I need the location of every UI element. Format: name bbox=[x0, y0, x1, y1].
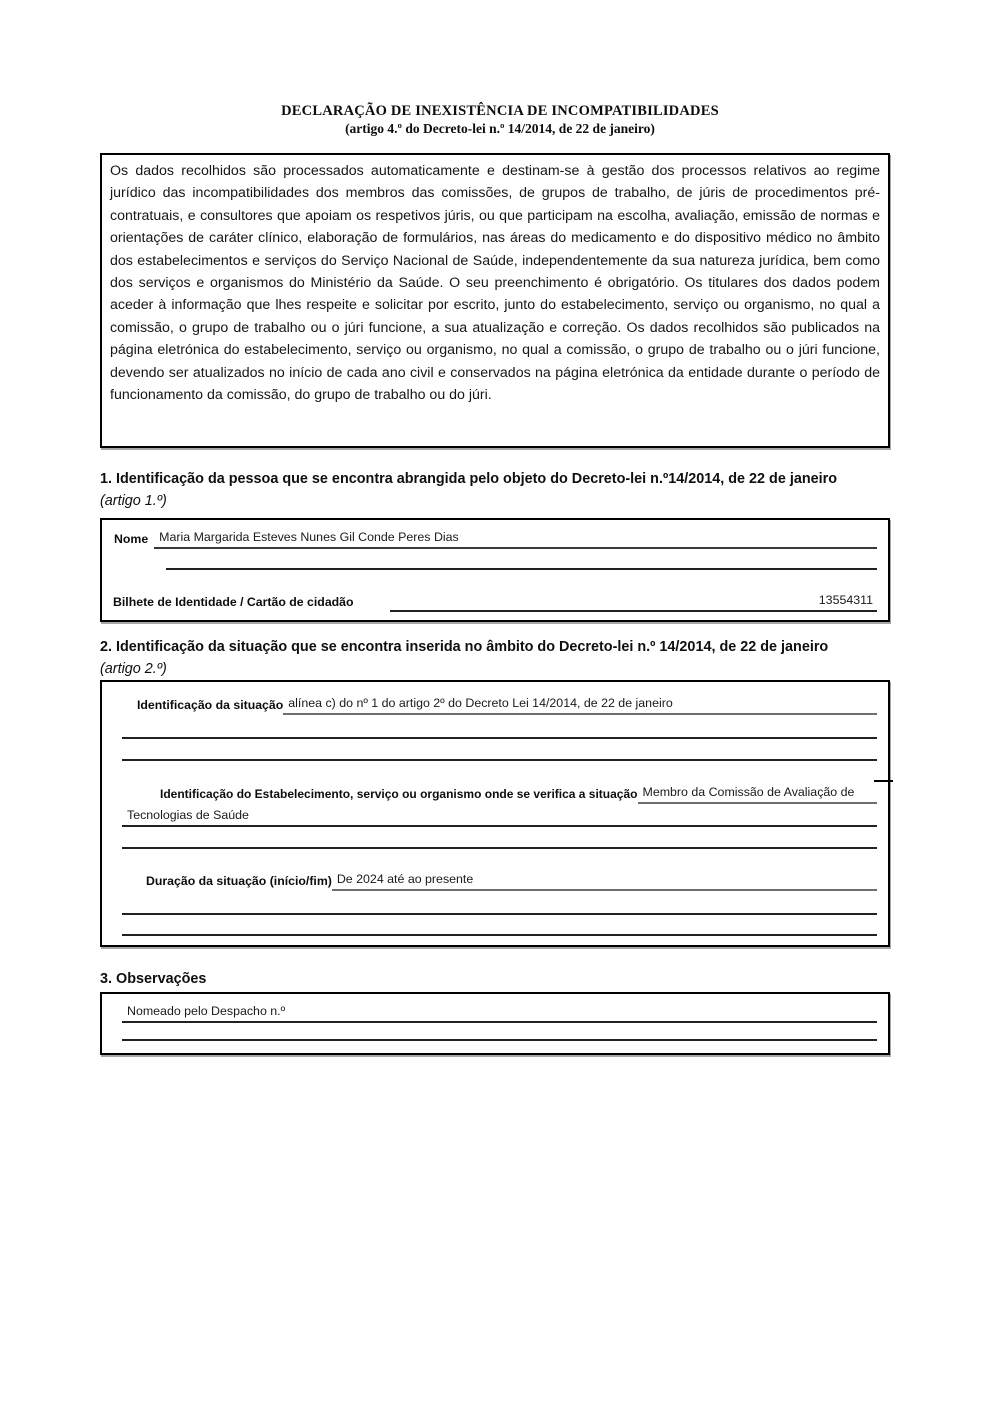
data-processing-notice-box bbox=[100, 153, 890, 448]
empty-fill-line[interactable] bbox=[122, 1039, 877, 1041]
right-border-tick-mark bbox=[874, 780, 893, 782]
nome-label: Nome bbox=[114, 532, 149, 546]
document-subtitle: (artigo 4.º do Decreto-lei n.º 14/2014, de 22 de janeiro) bbox=[345, 121, 655, 136]
observacoes-row bbox=[113, 1002, 877, 1023]
duracao-label: Duração da situação (início/fim) bbox=[146, 874, 332, 888]
empty-fill-line[interactable] bbox=[122, 737, 877, 739]
section-2-subheading: (artigo 2.º) bbox=[100, 661, 167, 677]
document-title: DECLARAÇÃO DE INEXISTÊNCIA DE INCOMPATIBILIDADES bbox=[281, 103, 719, 119]
situacao-row bbox=[113, 694, 877, 715]
situacao-field[interactable]: alínea c) do nº 1 do artigo 2º do Decreto Lei 14/2014, de 22 de janeiro bbox=[283, 694, 877, 715]
nome-row bbox=[113, 528, 877, 549]
empty-fill-line[interactable] bbox=[166, 568, 877, 570]
empty-fill-line[interactable] bbox=[122, 847, 877, 849]
id-row bbox=[113, 591, 877, 612]
estabelecimento-label: Identificação do Estabelecimento, serviço ou organismo onde se verifica a situação bbox=[160, 787, 638, 801]
empty-fill-line[interactable] bbox=[122, 934, 877, 936]
section-2-heading-text: 2. Identificação da situação que se encontra inserida no âmbito do Decreto-lei n.º 14/2014, de 22 de janeiro bbox=[100, 639, 829, 655]
section-1-heading bbox=[100, 468, 900, 512]
document-header bbox=[0, 0, 1000, 138]
section-3-heading bbox=[100, 968, 900, 990]
section-3-heading-text: 3. Observações bbox=[100, 971, 207, 987]
section-1-form-box bbox=[100, 518, 890, 622]
nome-field[interactable]: Maria Margarida Esteves Nunes Gil Conde Peres Dias bbox=[154, 528, 877, 549]
section-2-heading bbox=[100, 636, 900, 680]
section-3-form-box bbox=[100, 992, 890, 1055]
empty-fill-line[interactable] bbox=[122, 913, 877, 915]
id-label: Bilhete de Identidade / Cartão de cidadão bbox=[113, 595, 354, 609]
data-processing-notice-text: Os dados recolhidos são processados automaticamente e destinam-se à gestão dos processos relativos ao regime jurídico das incompatibilidades dos membros das comissões, de grupos de trabalho, de júris de procedimentos pré-contratuais, e consultores que apoiam os respetivos júris, ou que participam na escolha, avaliação, emissão de normas e orientações de caráter clínico, elaboração de formulários, nas áreas do medicamento e do dispositivo médico no âmbito dos estabelecimentos e serviços do Serviço Nacional de Saúde, independentemente da sua natureza jurídica, bem como dos serviços e organismos do Ministério da Saúde. O seu preenchimento é obrigatório. Os titulares dos dados podem aceder à informação que lhes respeite e solicitar por escrito, junto do estabelecimento, serviço ou organismo, no qual a comissão, o grupo de trabalho ou o júri funcione, a sua atualização e correção. Os dados recolhidos são publicados na página eletrónica do estabelecimento, serviço ou organismo, no qual a comissão, o grupo de trabalho ou o júri funcione, devendo ser atualizados no início de cada ano civil e conservados na página eletrónica da entidade durante o período de funcionamento da comissão, do grupo de trabalho ou do júri. bbox=[110, 163, 880, 404]
section-2-form-box bbox=[100, 680, 890, 947]
duracao-row bbox=[113, 870, 877, 891]
observacoes-field[interactable]: Nomeado pelo Despacho n.º bbox=[122, 1002, 877, 1023]
duracao-field[interactable]: De 2024 até ao presente bbox=[332, 870, 877, 891]
id-field[interactable]: 13554311 bbox=[390, 591, 877, 612]
estabelecimento-continuation-row bbox=[113, 806, 877, 827]
situacao-label: Identificação da situação bbox=[137, 698, 284, 712]
estabelecimento-field[interactable]: Membro da Comissão de Avaliação de bbox=[638, 783, 878, 804]
estabelecimento-field-continuation[interactable]: Tecnologias de Saúde bbox=[122, 806, 877, 827]
section-1-heading-text: 1. Identificação da pessoa que se encontra abrangida pelo objeto do Decreto-lei n.º14/2014, de 22 de janeiro bbox=[100, 471, 838, 487]
section-1-subheading: (artigo 1.º) bbox=[100, 493, 167, 509]
empty-fill-line[interactable] bbox=[122, 759, 877, 761]
estabelecimento-row bbox=[113, 783, 877, 804]
